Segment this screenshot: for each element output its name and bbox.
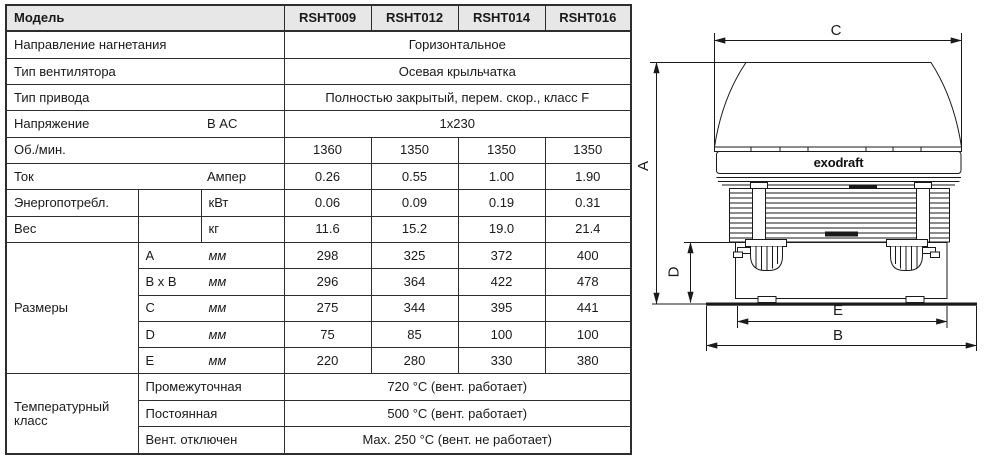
label-cell — [201, 190, 284, 216]
cell-text: Тип привода — [14, 89, 90, 105]
cell-text: 1350 — [573, 142, 603, 158]
cell-text: 100 — [490, 326, 513, 342]
cell-text: 0.26 — [314, 168, 341, 184]
cell-text: B x B — [145, 274, 177, 290]
label-cell — [138, 374, 284, 400]
table-header-row — [6, 5, 631, 31]
cell-text: E — [145, 352, 155, 368]
label-cell — [138, 400, 284, 426]
cell-text: 0.55 — [401, 168, 428, 184]
table-row — [6, 216, 631, 242]
table-row — [6, 111, 631, 137]
cell-text: Вес — [14, 221, 37, 237]
value-cell — [545, 321, 631, 347]
table-row — [6, 374, 631, 400]
cell-text: 1.00 — [488, 168, 515, 184]
cell-text: 0.06 — [314, 195, 341, 211]
dim-label-a: A — [635, 160, 652, 172]
cell-text: D — [145, 326, 155, 342]
label-cell — [6, 190, 138, 216]
cell-text: 21.4 — [575, 221, 601, 237]
cell-text: 275 — [316, 300, 339, 316]
label-cell — [138, 348, 284, 374]
table-row — [6, 163, 631, 189]
fan-feet — [734, 240, 940, 271]
cell-text: 1350 — [487, 142, 516, 158]
cell-text: 364 — [403, 274, 426, 290]
label-cell — [6, 242, 138, 374]
cell-unit-text: мм — [208, 300, 227, 316]
label-cell — [138, 427, 284, 454]
cell-text: 15.2 — [401, 221, 428, 237]
value-cell — [284, 137, 371, 163]
cell-text: 344 — [403, 300, 426, 316]
model-column-rsht016 — [545, 5, 631, 31]
value-cell — [284, 111, 631, 137]
fan-louver — [730, 183, 950, 243]
exodraft-logo: exodraft — [813, 155, 864, 170]
table-row — [6, 85, 631, 111]
label-cell — [6, 163, 284, 189]
cell-text: 720 °C (вент. работает) — [387, 379, 528, 395]
label-cell — [138, 216, 201, 242]
cell-text: 220 — [316, 352, 339, 368]
table-row — [6, 31, 631, 58]
value-cell — [545, 295, 631, 321]
cell-text: Ток — [14, 168, 34, 184]
cell-unit-text: В AC — [207, 116, 238, 132]
model-column-rsht012 — [371, 5, 458, 31]
cell-text: A — [145, 247, 155, 263]
value-cell — [458, 137, 545, 163]
value-cell — [458, 269, 545, 295]
cell-text: 441 — [576, 300, 599, 316]
value-cell — [458, 348, 545, 374]
cell-text: RSHT012 — [385, 10, 444, 26]
cell-text: 85 — [407, 326, 422, 342]
cell-unit-text: мм — [208, 274, 227, 290]
value-cell — [284, 269, 371, 295]
cell-unit-text: Ампер — [207, 168, 247, 184]
table-row — [6, 137, 631, 163]
value-cell — [458, 321, 545, 347]
value-cell — [371, 216, 458, 242]
value-cell — [458, 295, 545, 321]
label-cell — [6, 137, 284, 163]
cell-text: Энергопотребл. — [14, 195, 109, 211]
cell-unit-text: мм — [208, 326, 227, 342]
label-cell — [138, 321, 284, 347]
cell-text: 0.31 — [575, 195, 601, 211]
value-cell — [545, 242, 631, 268]
label-cell — [138, 242, 284, 268]
cell-text: 380 — [576, 352, 599, 368]
label-cell — [6, 58, 284, 84]
cell-text: 478 — [576, 274, 599, 290]
value-cell — [371, 295, 458, 321]
dim-label-d: D — [665, 266, 683, 278]
model-column-rsht009 — [284, 5, 371, 31]
label-cell — [6, 216, 138, 242]
value-cell — [284, 374, 631, 400]
value-cell — [284, 31, 631, 58]
cell-text: 325 — [403, 247, 426, 263]
fan-hood — [715, 63, 962, 152]
cell-text: RSHT014 — [472, 10, 531, 26]
cell-text: 372 — [490, 247, 513, 263]
cell-text: 330 — [490, 352, 513, 368]
spec-table — [5, 4, 632, 455]
value-cell — [371, 137, 458, 163]
label-cell — [201, 216, 284, 242]
label-cell — [6, 85, 284, 111]
cell-text: 11.6 — [315, 221, 340, 237]
roof-plate — [652, 297, 977, 306]
cell-text: C — [145, 300, 155, 316]
value-cell — [284, 190, 371, 216]
cell-text: Вент. отключен — [145, 432, 238, 448]
cell-text: 280 — [403, 352, 426, 368]
cell-text: кВт — [208, 195, 229, 211]
cell-text: Max. 250 °C (вент. не работает) — [362, 432, 553, 448]
value-cell — [545, 348, 631, 374]
cell-text: 1350 — [400, 142, 429, 158]
cell-text: 75 — [320, 326, 335, 342]
label-cell — [6, 374, 138, 454]
cell-text: Модель — [14, 10, 65, 26]
dimension-d — [684, 243, 736, 303]
cell-text: 1360 — [313, 142, 342, 158]
value-cell — [458, 163, 545, 189]
dim-label-b: B — [832, 327, 844, 344]
cell-text: Осевая крыльчатка — [398, 63, 516, 79]
label-cell — [138, 269, 284, 295]
label-cell — [138, 190, 201, 216]
value-cell — [545, 163, 631, 189]
cell-text: Горизонтальное — [408, 37, 506, 53]
value-cell — [284, 242, 371, 268]
value-cell — [284, 295, 371, 321]
cell-unit-text: мм — [208, 247, 227, 263]
value-cell — [371, 190, 458, 216]
model-header-label — [6, 5, 284, 31]
cell-text: Напряжение — [14, 116, 90, 132]
cell-text: 100 — [576, 326, 599, 342]
cell-text: Размеры — [14, 300, 69, 316]
cell-text: 400 — [576, 247, 599, 263]
cell-text: 422 — [490, 274, 513, 290]
value-cell — [284, 427, 631, 454]
cell-text: кг — [208, 221, 219, 237]
cell-unit-text: мм — [208, 352, 227, 368]
value-cell — [458, 190, 545, 216]
cell-text: RSHT009 — [298, 10, 357, 26]
cell-text: Об./мин. — [14, 142, 66, 158]
value-cell — [458, 216, 545, 242]
cell-text: 1.90 — [575, 168, 601, 184]
cell-text: Постоянная — [145, 405, 218, 421]
table-row — [6, 190, 631, 216]
label-cell — [6, 31, 284, 58]
cell-text: RSHT016 — [559, 10, 617, 26]
model-column-rsht014 — [458, 5, 545, 31]
value-cell — [371, 242, 458, 268]
cell-text: 395 — [490, 300, 513, 316]
dim-label-e: E — [832, 302, 844, 319]
table-row — [6, 242, 631, 268]
value-cell — [458, 242, 545, 268]
value-cell — [371, 163, 458, 189]
value-cell — [284, 400, 631, 426]
cell-text: 296 — [316, 274, 339, 290]
label-cell — [138, 295, 284, 321]
cell-text: 19.0 — [488, 221, 515, 237]
cell-text: Полностью закрытый, перем. скор., класс F — [325, 89, 590, 105]
table-row — [6, 58, 631, 84]
value-cell — [284, 216, 371, 242]
cell-text: Тип вентилятора — [14, 63, 116, 79]
value-cell — [545, 190, 631, 216]
fan-diagram — [630, 0, 998, 459]
cell-text: 298 — [316, 247, 339, 263]
value-cell — [545, 216, 631, 242]
value-cell — [545, 137, 631, 163]
cell-text: Промежуточная — [145, 379, 242, 395]
value-cell — [284, 58, 631, 84]
dim-label-c: C — [830, 22, 842, 39]
value-cell — [284, 163, 371, 189]
cell-text: 500 °C (вент. работает) — [387, 405, 528, 421]
value-cell — [371, 269, 458, 295]
cell-text: Направление нагнетания — [14, 37, 167, 53]
value-cell — [284, 321, 371, 347]
value-cell — [371, 348, 458, 374]
value-cell — [284, 348, 371, 374]
cell-text: Температурный класс — [14, 399, 110, 428]
cell-text: 0.09 — [401, 195, 428, 211]
label-cell — [6, 111, 284, 137]
value-cell — [545, 269, 631, 295]
cell-text: 0.19 — [488, 195, 515, 211]
cell-text: 1x230 — [439, 116, 475, 132]
value-cell — [371, 321, 458, 347]
value-cell — [284, 85, 631, 111]
